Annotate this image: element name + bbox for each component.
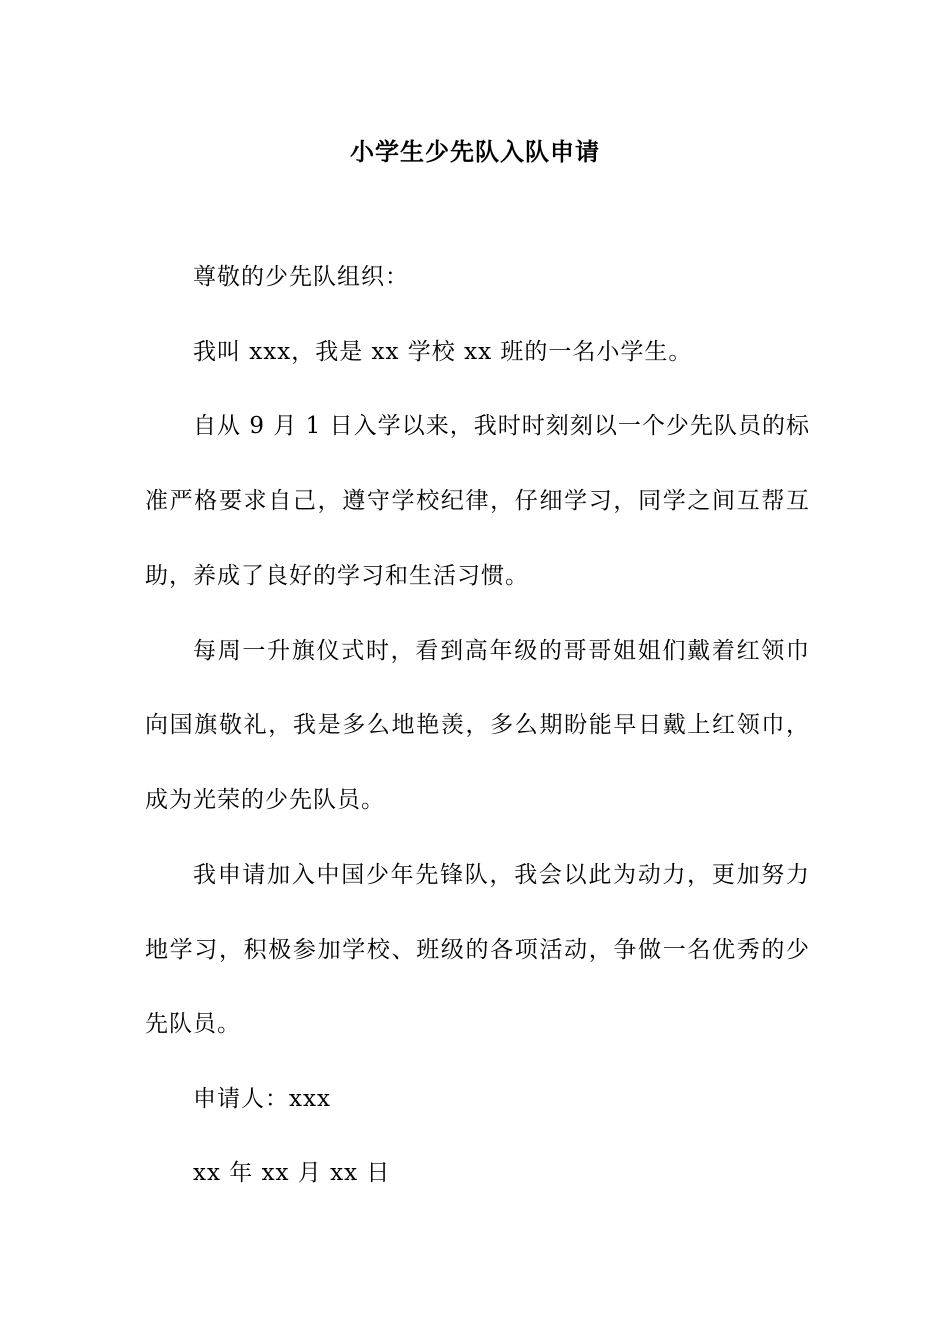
paragraph-3-line-3: 成为光荣的少先队员。 — [145, 787, 385, 813]
paragraph-3-line-2: 向国旗敬礼，我是多么地艳羡，多么期盼能早日戴上红领巾， — [145, 712, 810, 738]
paragraph-3-line-1: 每周一升旗仪式时，看到高年级的哥哥姐姐们戴着红领巾 — [193, 638, 810, 664]
document-title: 小学生少先队入队申请 — [350, 137, 600, 166]
paragraph-2-line-3: 助，养成了良好的学习和生活习惯。 — [145, 563, 529, 589]
paragraph-4-line-3: 先队员。 — [145, 1011, 241, 1037]
paragraph-2-line-1: 自从 9 月 1 日入学以来，我时时刻刻以一个少先队员的标 — [193, 413, 810, 439]
date-line: xx 年 xx 月 xx 日 — [193, 1160, 391, 1186]
salutation: 尊敬的少先队组织： — [193, 264, 409, 290]
paragraph-1-line-1: 我叫 xxx，我是 xx 学校 xx 班的一名小学生。 — [193, 339, 693, 365]
paragraph-2-line-2: 准严格要求自己，遵守学校纪律，仔细学习，同学之间互帮互 — [145, 488, 810, 514]
signature-line: 申请人：xxx — [193, 1086, 331, 1112]
paragraph-4-line-1: 我申请加入中国少年先锋队，我会以此为动力，更加努力 — [193, 862, 810, 888]
paragraph-4-line-2: 地学习，积极参加学校、班级的各项活动，争做一名优秀的少 — [145, 937, 810, 963]
